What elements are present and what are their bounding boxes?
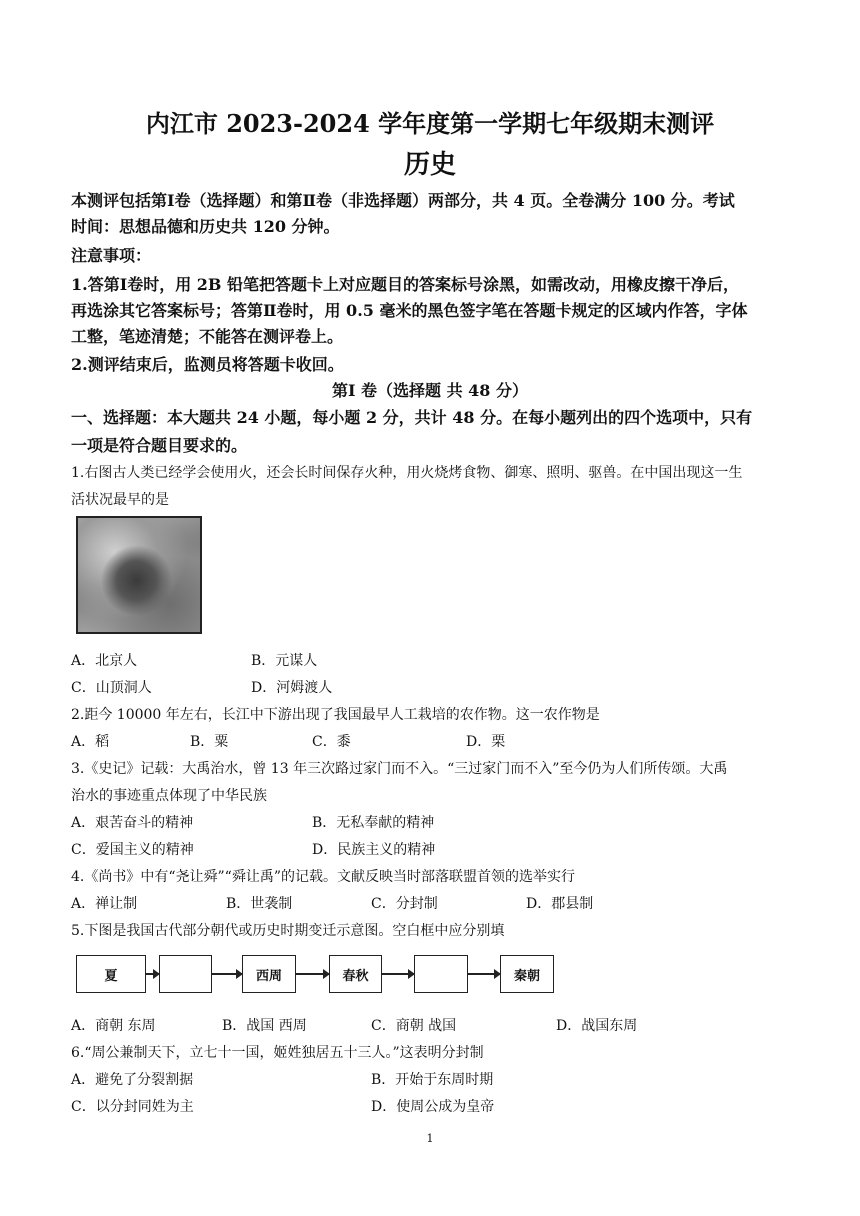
notice-title: 注意事项： [71, 246, 152, 265]
q5-option-b: B．战国 西周 [222, 1018, 307, 1034]
flow-box-blank-2 [414, 955, 468, 993]
section-1-instruction-line-1: 一、选择题：本大题共 24 小题，每小题 2 分，共计 48 分。在每小题列出的四个选项中，只有 [71, 408, 753, 427]
ancient-humans-fire-image [76, 516, 202, 634]
q1-option-b: B．元谋人 [251, 653, 318, 669]
q5-option-a: A．商朝 东周 [71, 1018, 156, 1034]
flow-box-qin: 秦朝 [500, 955, 554, 993]
q1-stem-line-2: 活状况最早的是 [71, 492, 169, 508]
q4-stem: 4.《尚书》中有“尧让舜”“舜让禹”的记载。文献反映当时部落联盟首领的选举实行 [71, 869, 575, 885]
notice-1-line-1: 1.答第Ⅰ卷时，用 2B 铅笔把答题卡上对应题目的答案标号涂黑，如需改动，用橡皮擦干净后， [71, 275, 739, 294]
q2-stem: 2.距今 10000 年左右，长江中下游出现了我国最早人工栽培的农作物。这一农作物是 [71, 707, 600, 723]
q1-option-d: D．河姆渡人 [251, 680, 333, 696]
q3-option-a: A．艰苦奋斗的精神 [71, 815, 194, 831]
q6-stem: 6.“周公兼制天下，立七十一国，姬姓独居五十三人。”这表明分封制 [71, 1045, 484, 1061]
section-1-title: 第Ⅰ 卷（选择题 共 48 分） [331, 381, 529, 400]
exam-title: 内江市 2023-2024 学年度第一学期七年级期末测评 [145, 109, 715, 138]
q3-option-c: C．爱国主义的精神 [71, 842, 194, 858]
q2-option-a: A．稻 [71, 734, 110, 750]
q6-option-b: B．开始于东周时期 [371, 1072, 494, 1088]
q3-option-b: B．无私奉献的精神 [312, 815, 435, 831]
q6-option-d: D．使周公成为皇帝 [371, 1099, 495, 1115]
flow-box-xia: 夏 [76, 955, 146, 993]
page-number: 1 [426, 1132, 434, 1145]
flow-arrow [296, 973, 329, 975]
q1-stem-line-1: 1.右图古人类已经学会使用火，还会长时间保存火种，用火烧烤食物、御寒、照明、驱兽。在中国出现这一生 [71, 465, 743, 481]
intro-line-2: 时间：思想品德和历史共 120 分钟。 [71, 217, 340, 236]
q3-option-d: D．民族主义的精神 [312, 842, 436, 858]
q4-option-b: B．世袭制 [226, 896, 293, 912]
flow-box-western-zhou: 西周 [242, 955, 296, 993]
q5-option-d: D．战国东周 [556, 1018, 638, 1034]
q3-stem-line-2: 治水的事迹重点体现了中华民族 [71, 788, 267, 804]
intro-line-1: 本测评包括第Ⅰ卷（选择题）和第Ⅱ卷（非选择题）两部分，共 4 页。全卷满分 100 分。考试 [71, 191, 735, 210]
q2-option-b: B．粟 [190, 734, 229, 750]
notice-1-line-3: 工整，笔迹清楚；不能答在测评卷上。 [71, 327, 344, 346]
q2-option-c: C．黍 [312, 734, 351, 750]
flow-arrow [212, 973, 242, 975]
notice-2: 2.测评结束后，监测员将答题卡收回。 [71, 355, 344, 374]
dynasty-flow-diagram [76, 955, 556, 995]
section-1-instruction-line-2: 一项是符合题目要求的。 [71, 436, 248, 455]
flow-box-blank-1 [159, 955, 212, 993]
flow-arrow [146, 973, 159, 975]
flow-arrow [382, 973, 414, 975]
q1-option-a: A．北京人 [71, 653, 138, 669]
q6-option-a: A．避免了分裂割据 [71, 1072, 194, 1088]
q4-option-a: A．禅让制 [71, 896, 138, 912]
q5-option-c: C．商朝 战国 [371, 1018, 457, 1034]
flow-arrow [468, 973, 500, 975]
q1-option-c: C．山顶洞人 [71, 680, 152, 696]
q4-option-d: D．郡县制 [526, 896, 594, 912]
q4-option-c: C．分封制 [371, 896, 438, 912]
q5-stem: 5.下图是我国古代部分朝代或历史时期变迁示意图。空白框中应分别填 [71, 923, 505, 939]
q6-option-c: C．以分封同姓为主 [71, 1099, 194, 1115]
subject-title: 历史 [403, 150, 456, 180]
q3-stem-line-1: 3.《史记》记载：大禹治水，曾 13 年三次路过家门而不入。“三过家门而不入”至今仍为人们所传颂。大禹 [71, 761, 728, 777]
q2-option-d: D．栗 [466, 734, 506, 750]
notice-1-line-2: 再选涂其它答案标号；答第Ⅱ卷时，用 0.5 毫米的黑色签字笔在答题卡规定的区域内作答，字体 [71, 301, 748, 320]
flow-box-spring-autumn: 春秋 [329, 955, 382, 993]
